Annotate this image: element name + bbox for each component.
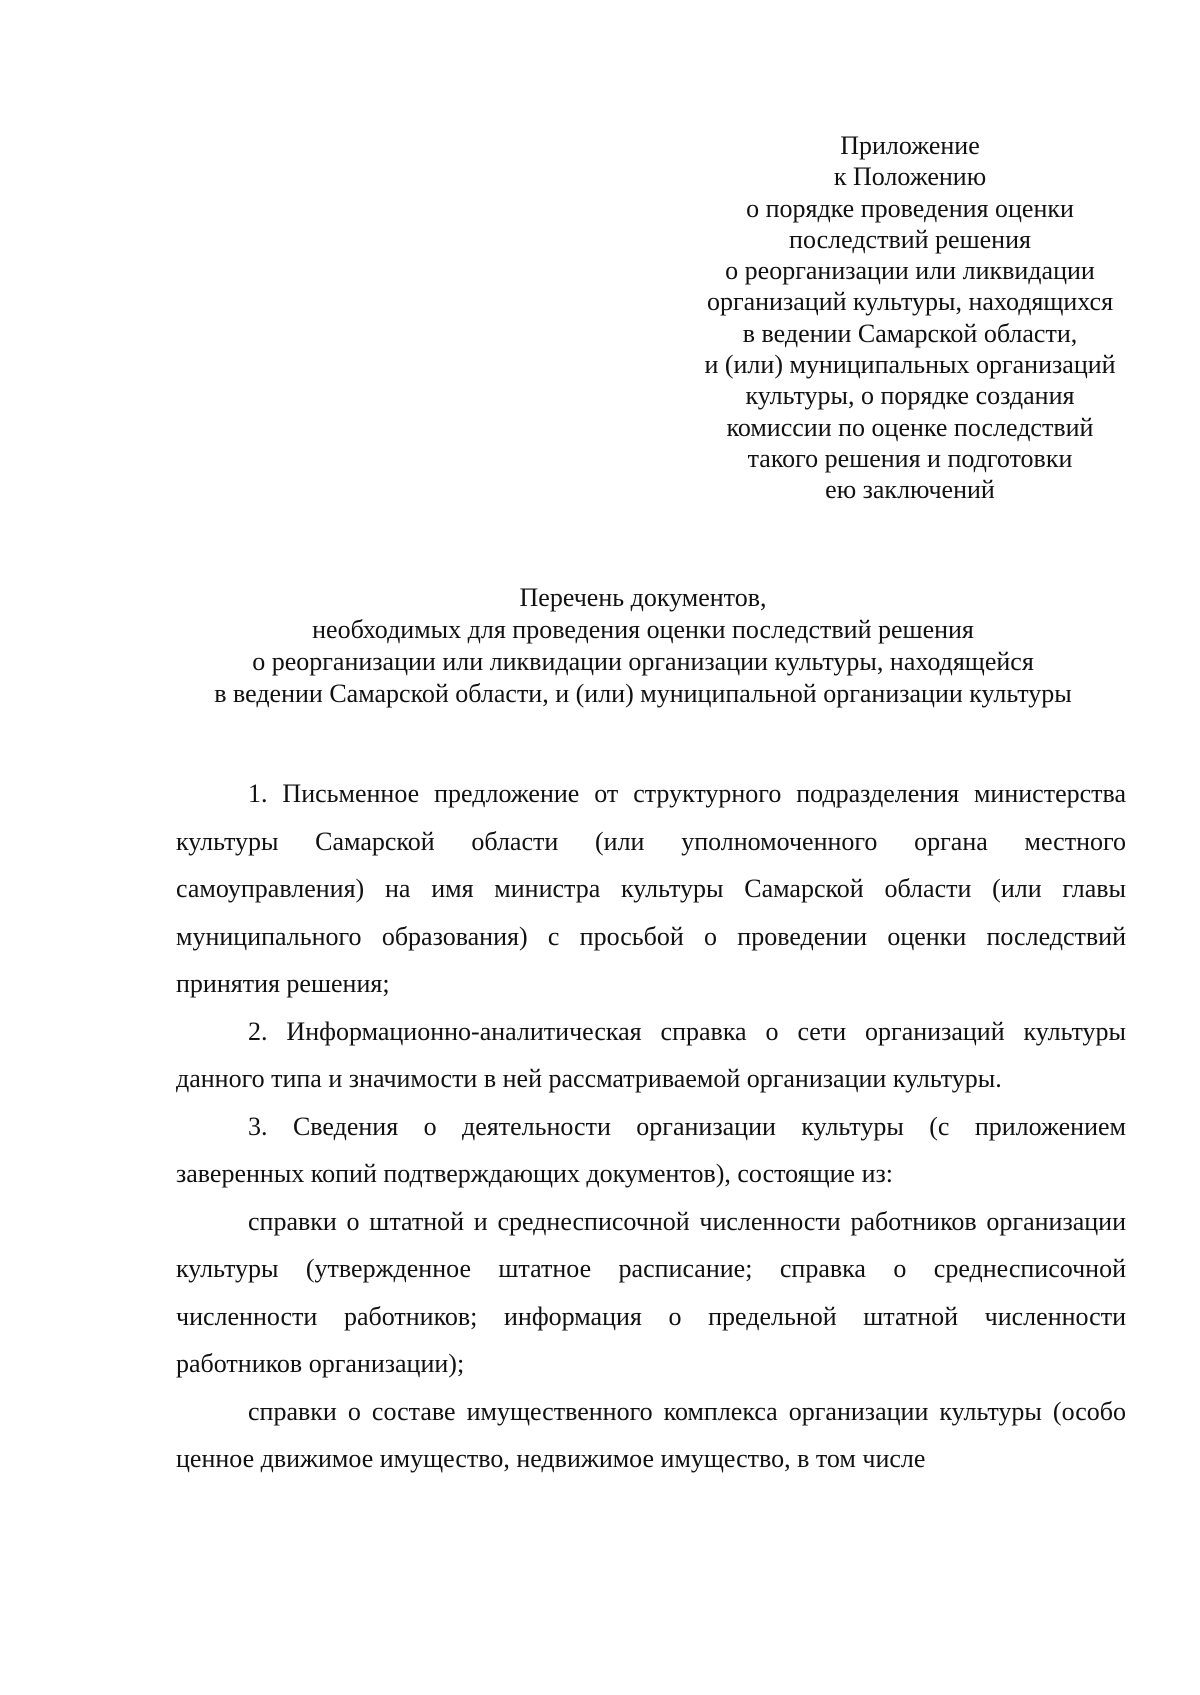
appendix-line: и (или) муниципальных организаций xyxy=(704,350,1116,380)
appendix-line: о реорганизации или ликвидации xyxy=(725,256,1095,286)
title-line: необходимых для проведения оценки последствий решения xyxy=(312,615,974,644)
appendix-line: ею заключений xyxy=(825,475,995,505)
appendix-line: организаций культуры, находящихся xyxy=(706,287,1114,317)
document-title xyxy=(160,582,1126,710)
appendix-line: в ведении Самарской области, xyxy=(742,318,1078,348)
appendix-line: о порядке проведения оценки xyxy=(746,193,1074,223)
appendix-line: к Положению xyxy=(833,162,987,192)
document-body xyxy=(176,770,1126,1483)
list-item-2: 2. Информационно-аналитическая справка о сети организаций культуры данного типа и значимости в ней рассматриваемой организации культуры. xyxy=(176,1016,1126,1093)
appendix-line: Приложение xyxy=(840,131,980,160)
appendix-header xyxy=(660,130,1160,506)
title-line: в ведении Самарской области, и (или) муниципальной организации культуры xyxy=(214,679,1072,708)
list-item-1: 1. Письменное предложение от структурного подразделения министерства культуры Самарской области (или уполномоченного органа местного самоуправления) на имя министра культуры Самарской области (или главы муниципального образования) с просьбой о проведении оценки последствий принятия решения; xyxy=(176,779,1126,998)
title-line: о реорганизации или ликвидации организации культуры, находящейся xyxy=(252,647,1034,676)
appendix-line: комиссии по оценке последствий xyxy=(726,412,1094,442)
appendix-line: такого решения и подготовки xyxy=(747,443,1073,473)
appendix-line: последствий решения xyxy=(789,224,1031,254)
sub-item-property: справки о составе имущественного комплекса организации культуры (особо ценное движимое имущество, недвижимое имущество, в том числе xyxy=(176,1396,1126,1473)
list-item-3: 3. Сведения о деятельности организации культуры (с приложением заверенных копий подтверждающих документов), состоящие из: xyxy=(176,1111,1126,1188)
appendix-line: культуры, о порядке создания xyxy=(745,381,1075,411)
sub-item-staff: справки о штатной и среднесписочной численности работников организации культуры (утвержденное штатное расписание; справка о среднесписочной численности работников; информация о предельной штатной численности работников организации); xyxy=(176,1206,1126,1378)
title-line: Перечень документов, xyxy=(519,583,767,612)
